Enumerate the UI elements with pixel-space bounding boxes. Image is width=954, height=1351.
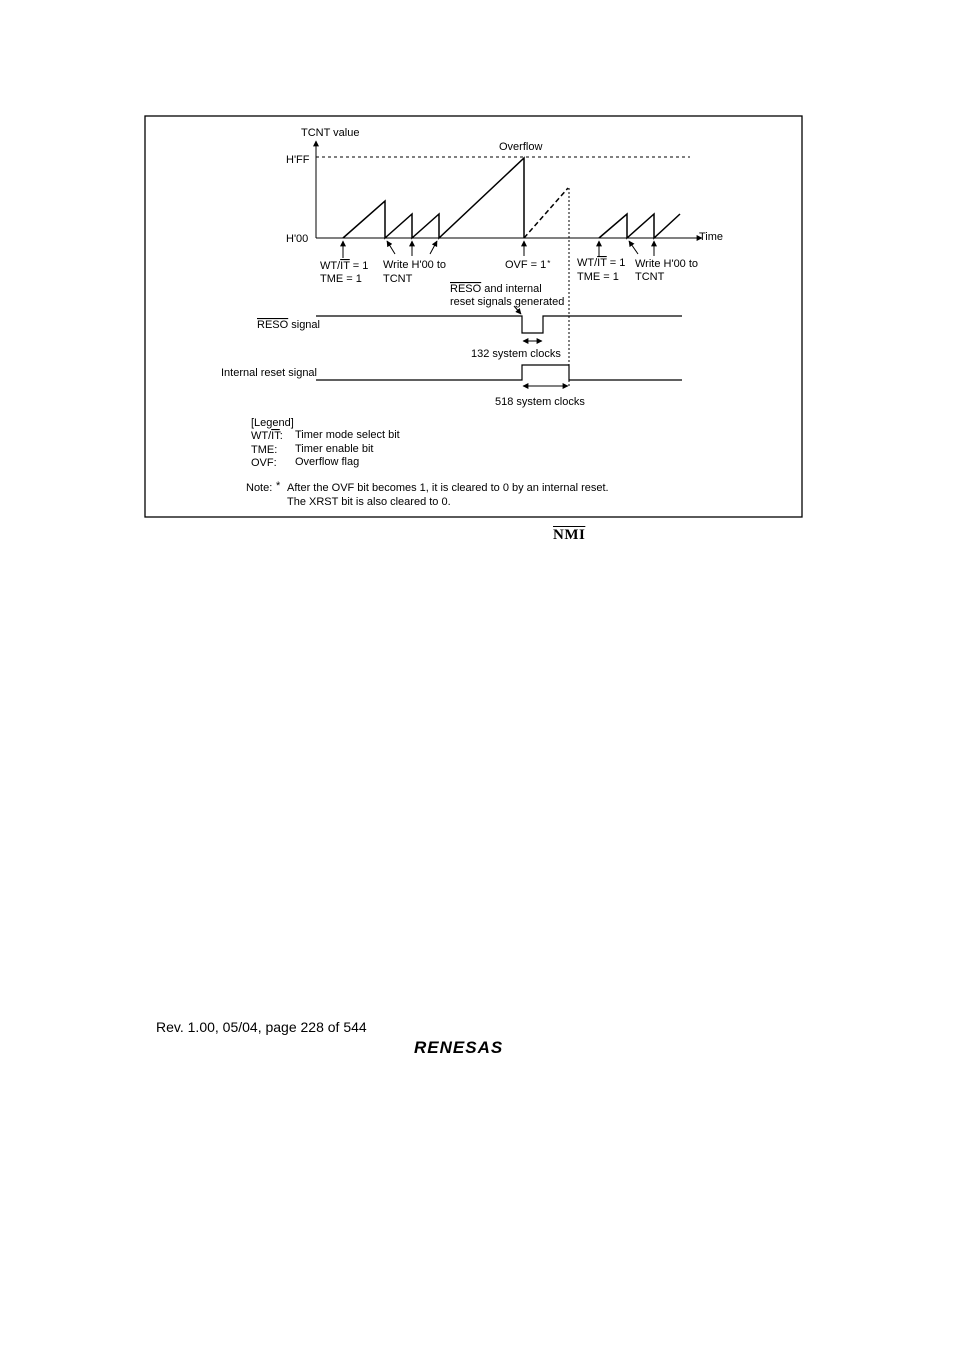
legend-desc-ovf: Overflow flag bbox=[295, 456, 360, 468]
nmi-signal-text: $\overline{NMI}$ bbox=[553, 527, 586, 543]
internal-reset-label: Internal reset signal bbox=[221, 367, 317, 379]
note-line2: The XRST bit is also cleared to 0. bbox=[287, 496, 451, 508]
legend-key-tme: TME: bbox=[251, 444, 278, 456]
annot-write-1-line2: TCNT bbox=[383, 273, 413, 285]
annot-reso-gen-line1: RESO and internal bbox=[450, 283, 542, 295]
note-star: * bbox=[276, 480, 281, 492]
annot-ovf: OVF = 1* bbox=[505, 259, 551, 271]
clocks-132-label: 132 system clocks bbox=[471, 348, 561, 360]
x-axis-label: Time bbox=[699, 231, 724, 243]
annot-write-2-line1: Write H'00 to bbox=[635, 258, 699, 270]
internal-reset-waveform bbox=[316, 365, 682, 380]
arrow-write-1c bbox=[430, 241, 437, 254]
annot-wt-it-1: WT/IT = 1 bbox=[320, 260, 369, 272]
tcnt-waveform-2 bbox=[599, 214, 680, 238]
y-axis-label: TCNT value bbox=[301, 127, 360, 139]
y-tick-hff: H'FF bbox=[286, 154, 310, 166]
y-tick-h00: H'00 bbox=[286, 233, 309, 245]
renesas-logo bbox=[412, 1035, 536, 1059]
arrow-write-1a bbox=[387, 241, 395, 254]
renesas-logo-text: RENESAS bbox=[414, 1038, 504, 1057]
tcnt-waveform-dashed bbox=[524, 188, 568, 238]
annot-tme-1: TME = 1 bbox=[320, 273, 362, 285]
legend-title: [Legend] bbox=[251, 417, 294, 429]
page-revision-footer: Rev. 1.00, 05/04, page 228 of 544 bbox=[156, 1019, 367, 1035]
annot-write-1-line1: Write H'00 to bbox=[383, 259, 447, 271]
annot-write-2-line2: TCNT bbox=[635, 271, 665, 283]
reso-signal-label: RESO signal bbox=[257, 319, 320, 331]
clocks-518-label: 518 system clocks bbox=[495, 396, 585, 408]
arrow-write-2a bbox=[629, 241, 638, 254]
annot-reso-gen-line2: reset signals generated bbox=[450, 296, 565, 308]
annot-wt-it-2: WT/IT = 1 bbox=[577, 257, 626, 269]
legend-key-ovf: OVF: bbox=[251, 457, 277, 469]
legend-desc-tme: Timer enable bit bbox=[295, 443, 374, 455]
legend-key-wt-it: WT/IT: bbox=[251, 430, 283, 442]
annot-tme-2: TME = 1 bbox=[577, 271, 619, 283]
legend-desc-wt-it: Timer mode select bit bbox=[295, 429, 400, 441]
note-label: Note: bbox=[246, 482, 273, 494]
reso-signal-waveform bbox=[316, 316, 682, 333]
note-line1: After the OVF bit becomes 1, it is cleared to 0 by an internal reset. bbox=[287, 482, 609, 494]
overflow-label: Overflow bbox=[499, 141, 543, 153]
tcnt-waveform-1 bbox=[343, 158, 524, 238]
